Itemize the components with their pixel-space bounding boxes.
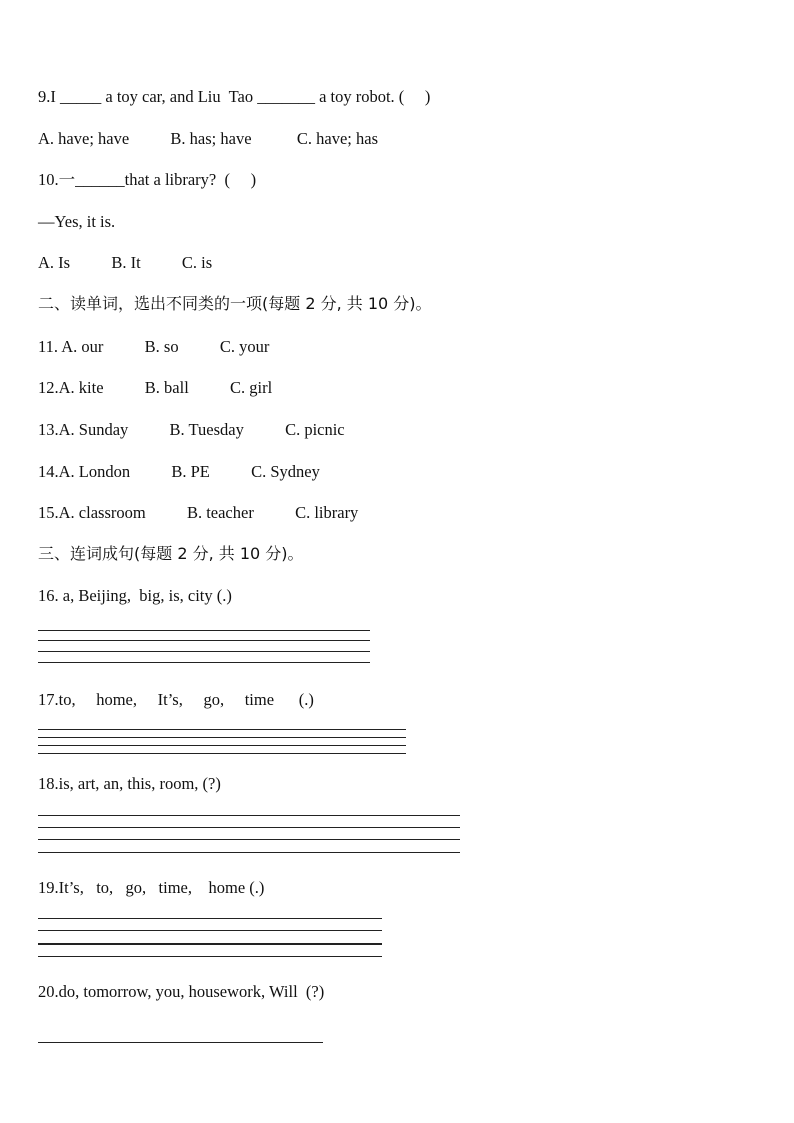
section-3-title: 三、连词成句(每题 2 分, 共 10 分)。 [38,544,304,563]
q9-options: A. have; have B. has; have C. have; has [38,129,379,148]
q10-stem: 10.一______that a library? ( ) [38,170,257,189]
question-11: 11. A. our B. so C. your [38,337,270,356]
q9-stem: 9.I _____ a toy car, and Liu Tao _______ a toy robot. ( ) [38,87,431,106]
q10-reply: —Yes, it is. [38,212,116,231]
question-14: 14.A. London B. PE C. Sydney [38,462,320,481]
q10-options: A. Is B. It C. is [38,253,213,272]
question-12: 12.A. kite B. ball C. girl [38,378,273,397]
question-13: 13.A. Sunday B. Tuesday C. picnic [38,420,345,439]
section-2-title: 二、读单词，选出不同类的一项(每题 2 分, 共 10 分)。 [38,294,432,313]
question-17: 17.to, home, It’s, go, time (.) [38,690,314,709]
question-15: 15.A. classroom B. teacher C. library [38,503,359,522]
question-20: 20.do, tomorrow, you, housework, Will (?) [38,982,325,1001]
question-19: 19.It’s, to, go, time, home (.) [38,878,265,897]
question-16: 16. a, Beijing, big, is, city (.) [38,586,232,605]
question-18: 18.is, art, an, this, room, (?) [38,774,221,793]
